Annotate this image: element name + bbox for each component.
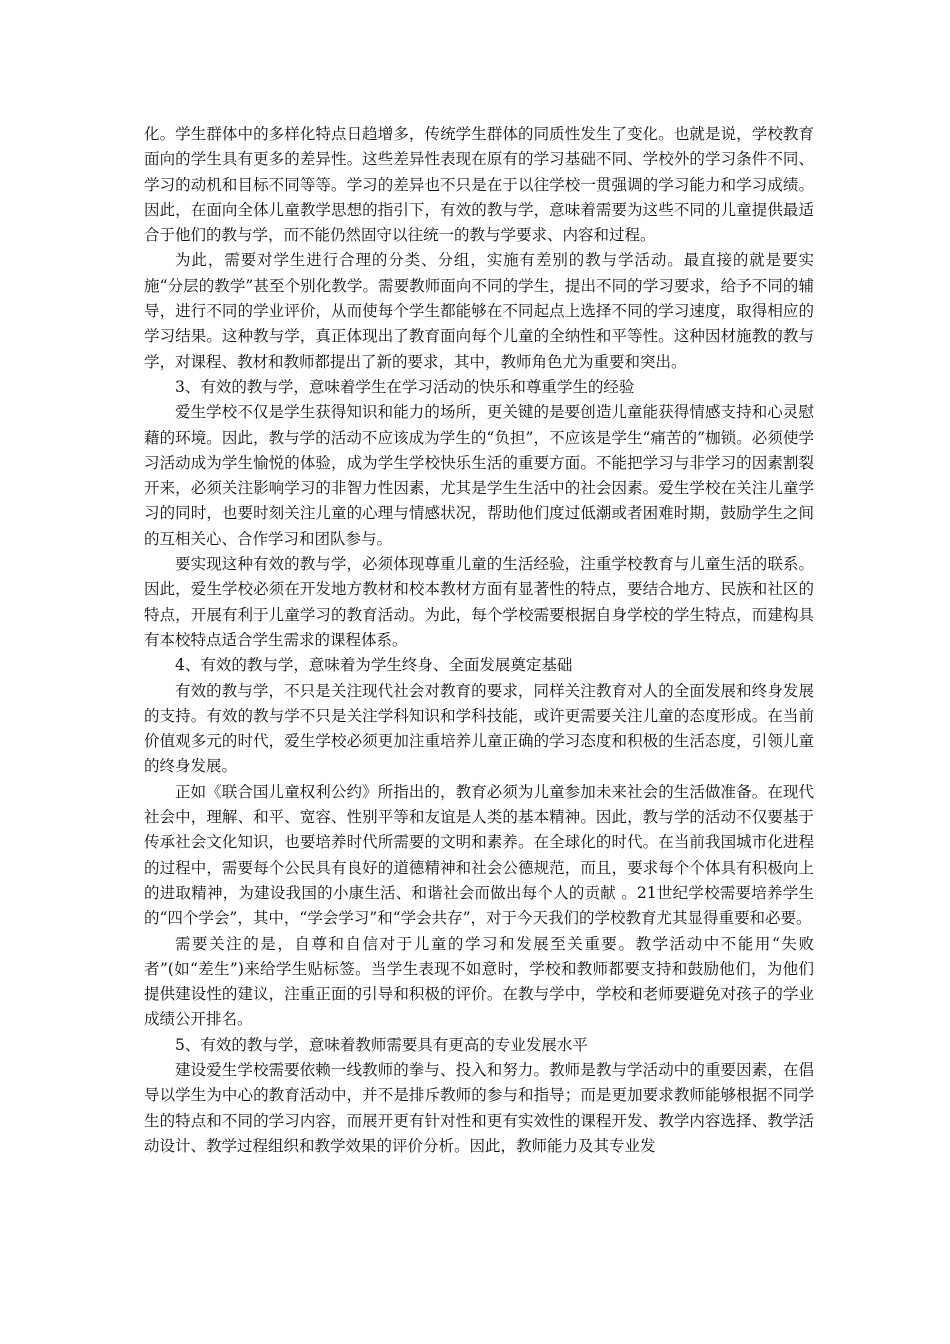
section-heading: 4、有效的教与学，意味着为学生终身、全面发展奠定基础	[175, 656, 573, 675]
section-heading: 5、有效的教与学，意味着教师需要具有更高的专业发展水平	[175, 1035, 588, 1054]
section-heading: 3、有效的教与学，意味着学生在学习活动的快乐和尊重学生的经验	[175, 377, 635, 396]
body-paragraph: 有效的教与学，不只是关注现代社会对教育的要求，同样关注教育对人的全面发展和终身发展的支持。有效的教与学不只是关注学科知识和学科技能，或许更需要关注儿童的态度形成。在当前价值观多元的时代，爱生学校必须更加注重培养儿童正确的学习态度和积极的生活态度，引领儿童的终身发展。	[144, 681, 814, 776]
body-paragraph: 正如《联合国儿童权利公约》所指出的，教育必须为儿童参加未来社会的生活做准备。在现代社会中，理解、和平、宽容、性别平等和友谊是人类的基本精神。因此，教与学的活动不仅要基于传承社会文化知识，也要培养时代所需要的文明和素养。在全球化的时代。在当前我国城市化进程的过程中，需要每个公民具有良好的道德精神和社会公德规范，而且，要求每个个体具有积极向上的进取精神，为建设我国的小康生活、和谐社会而做出每个人的贡献 。21世纪学校需要培养学生的“四个学会”，其中，“学会学习”和“学会共存”，对于今天我们的学校教育尤其显得重要和必要。	[144, 782, 814, 928]
document-page	[144, 122, 814, 1159]
body-paragraph: 化。学生群体中的多样化特点日趋增多，传统学生群体的同质性发生了变化。也就是说，学校教育面向的学生具有更多的差异性。这些差异性表现在原有的学习基础不同、学校外的学习条件不同、学习的动机和目标不同等等。学习的差异也不只是在于以往学校一贯强调的学习能力和学习成绩。因此，在面向全体儿童教学思想的指引下，有效的教与学，意味着需要为这些不同的儿童提供最适合于他们的教与学，而不能仍然固守以往统一的教与学要求、内容和过程。	[144, 125, 814, 245]
body-paragraph: 需要关注的是，自尊和自信对于儿童的学习和发展至关重要。教学活动中不能用“失败者”(如“差生”)来给学生贴标签。当学生表现不如意时，学校和教师都要支持和鼓励他们，为他们提供建设性的建议，注重正面的引导和积极的评价。在教与学中，学校和老师要避免对孩子的学业成绩公开排名。	[144, 934, 814, 1029]
body-paragraph: 为此，需要对学生进行合理的分类、分组，实施有差别的教与学活动。最直接的就是要实施“分层的教学”甚至个别化教学。需要教师面向不同的学生，提出不同的学习要求，给予不同的辅导，进行不同的学业评价，从而使每个学生都能够在不同起点上选择不同的学习速度，取得相应的学习结果。这种教与学，真正体现出了教育面向每个儿童的全纳性和平等性。这种因材施教的教与学，对课程、教材和教师都提出了新的要求，其中，教师角色尤为重要和突出。	[144, 251, 814, 371]
body-paragraph: 要实现这种有效的教与学，必须体现尊重儿童的生活经验，注重学校教育与儿童生活的联系。因此，爱生学校必须在开发地方教材和校本教材方面有显著性的特点，要结合地方、民族和社区的特点，开展有利于儿童学习的教育活动。为此，每个学校需要根据自身学校的学生特点，而建构具有本校特点适合学生需求的课程体系。	[144, 555, 814, 649]
body-paragraph: 建设爱生学校需要依赖一线教师的拳与、投入和努力。教师是教与学活动中的重要因素，在倡导以学生为中心的教育活动中，并不是排斥教师的参与和指导；而是更加要求教师能够根据不同学生的特点和不同的学习内容，而展开更有针对性和更有实效性的课程开发、教学内容选择、教学活动设计、教学过程组织和教学效果的评价分析。因此，教师能力及其专业发	[144, 1060, 814, 1155]
body-paragraph: 爱生学校不仅是学生获得知识和能力的场所，更关键的是要创造儿童能获得情感支持和心灵慰藉的环境。因此，教与学的活动不应该成为学生的“负担”，不应该是学生“痛苦的”枷锁。必须使学习活动成为学生愉悦的体验，成为学生学校快乐生活的重要方面。不能把学习与非学习的因素割裂开来，必须关注影响学习的非智力性因素，尤其是学生生活中的社会因素。爱生学校在关注儿童学习的同时，也要时刻关注儿童的心理与情感状况，帮助他们度过低潮或者困难时期，鼓励学生之间的互相关心、合作学习和团队参与。	[144, 403, 814, 548]
